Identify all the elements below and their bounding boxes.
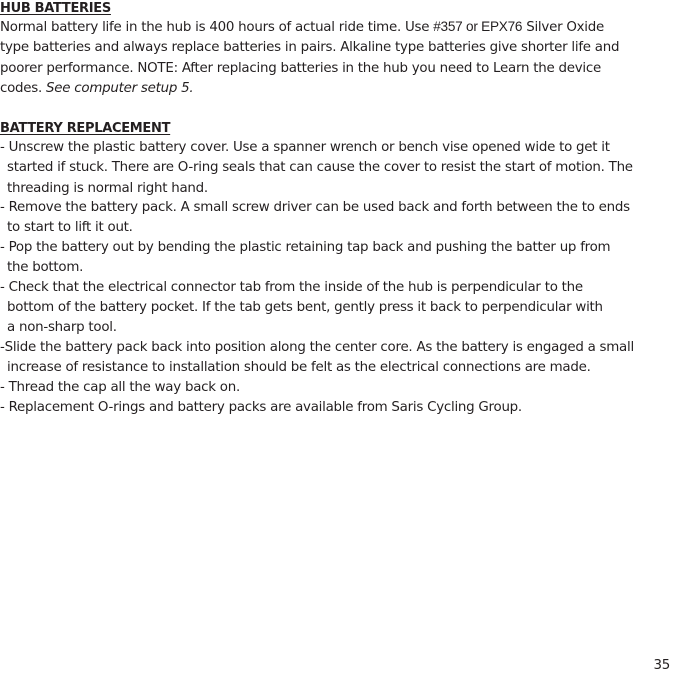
replacement-step-line: threading is normal right hand. xyxy=(7,181,208,196)
hub-batteries-paragraph-line-2: type batteries and always replace batteries in pairs. Alkaline type batteries give shorter life and xyxy=(0,40,620,55)
page-number: 35 xyxy=(653,658,670,673)
replacement-step-line: - Check that the electrical connector tab from the inside of the hub is perpendicular to the xyxy=(0,280,583,295)
hub-batteries-paragraph-line-4 xyxy=(0,79,193,98)
hub-batteries-heading: HUB BATTERIES xyxy=(0,1,111,16)
codes-text: codes. xyxy=(0,81,47,96)
replacement-step-line: bottom of the battery pocket. If the tab gets bent, gently press it back to perpendicular with xyxy=(7,300,603,315)
replacement-step-line: a non-sharp tool. xyxy=(7,320,117,335)
replacement-step-line: started if stuck. There are O-ring seals that can cause the cover to resist the start of motion. The xyxy=(7,160,633,175)
replacement-step-line: - Thread the cap all the way back on. xyxy=(0,380,240,395)
hub-batteries-paragraph-line-1 xyxy=(0,17,604,37)
replacement-step-line: the bottom. xyxy=(7,260,84,275)
battery-model-numbers: #357 or EPX76 xyxy=(433,19,523,34)
replacement-step-line: - Unscrew the plastic battery cover. Use a spanner wrench or bench vise opened wide to get it xyxy=(0,140,610,155)
battery-replacement-heading: BATTERY REPLACEMENT xyxy=(0,121,171,136)
computer-setup-reference: See computer setup 5. xyxy=(46,81,194,96)
hub-batteries-line-1-tail: Silver Oxide xyxy=(522,20,604,35)
replacement-step-line: to start to lift it out. xyxy=(7,220,133,235)
hub-batteries-paragraph-line-3: poorer performance. NOTE: After replacing batteries in the hub you need to Learn the device xyxy=(0,61,601,76)
replacement-step-line: -Slide the battery pack back into position along the center core. As the battery is engaged a small xyxy=(0,340,634,355)
replacement-step-line: - Remove the battery pack. A small screw driver can be used back and forth between the to ends xyxy=(0,200,630,215)
replacement-step-line: increase of resistance to installation should be felt as the electrical connections are made. xyxy=(7,360,591,375)
replacement-step-line: - Pop the battery out by bending the plastic retaining tap back and pushing the batter up from xyxy=(0,240,611,255)
replacement-step-line: - Replacement O-rings and battery packs are available from Saris Cycling Group. xyxy=(0,400,522,415)
hub-batteries-line-1-text: Normal battery life in the hub is 400 hours of actual ride time. Use xyxy=(0,20,434,35)
